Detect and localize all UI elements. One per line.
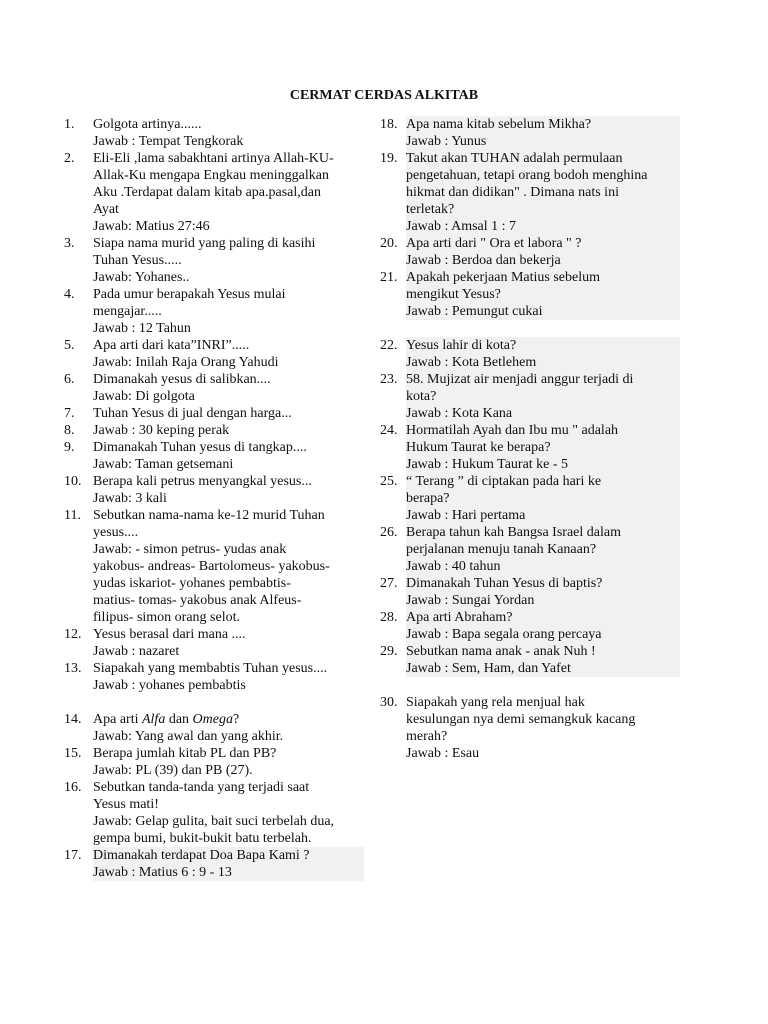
question-item xyxy=(64,626,364,660)
question-number: 2. xyxy=(64,151,75,166)
question-item xyxy=(380,269,680,320)
question-line: Berapa jumlah kitab PL dan PB? xyxy=(93,746,277,761)
question-line: matius- tomas- yakobus anak Alfeus- xyxy=(93,593,302,608)
question-line: Siapakah yang rela menjual hak xyxy=(406,695,585,710)
question-item xyxy=(380,473,680,524)
spacer xyxy=(64,694,364,711)
question-line: terletak? xyxy=(406,201,680,218)
answer-line: Jawab : Amsal 1 : 7 xyxy=(406,218,680,235)
question-item xyxy=(64,337,364,371)
answer-line: Jawab: PL (39) dan PB (27). xyxy=(93,763,253,778)
answer-line: Jawab: Yohanes.. xyxy=(93,270,190,285)
answer-line: Jawab: Di golgota xyxy=(93,389,195,404)
question-line: Apa nama kitab sebelum Mikha? xyxy=(406,116,680,133)
question-body xyxy=(93,626,364,660)
answer-line: Jawab : Matius 6 : 9 - 13 xyxy=(93,864,364,881)
question-number: 13. xyxy=(64,661,82,676)
question-line: Sebutkan nama-nama ke-12 murid Tuhan xyxy=(93,508,325,523)
question-body xyxy=(93,116,364,150)
question-item xyxy=(64,660,364,694)
question-line: 58. Mujizat air menjadi anggur terjadi di xyxy=(406,371,680,388)
question-body xyxy=(406,235,680,269)
answer-line: Jawab : Hari pertama xyxy=(406,507,680,524)
question-line: Sebutkan tanda-tanda yang terjadi saat xyxy=(93,780,310,795)
right-column xyxy=(380,116,680,762)
answer-line: Jawab : Berdoa dan bekerja xyxy=(406,252,680,269)
answer-line: Jawab : nazaret xyxy=(93,644,180,659)
question-item xyxy=(64,422,364,439)
question-line: mengajar..... xyxy=(93,304,162,319)
question-number: 16. xyxy=(64,780,82,795)
answer-line: Jawab : 12 Tahun xyxy=(93,321,191,336)
question-line: Eli-Eli ,lama sabakhtani artinya Allah-KU- xyxy=(93,151,334,166)
question-item xyxy=(64,235,364,286)
question-line: Allak-Ku mengapa Engkau meninggalkan xyxy=(93,168,329,183)
question-number: 12. xyxy=(64,627,82,642)
question-line: Yesus lahir di kota? xyxy=(406,337,680,354)
question-number: 5. xyxy=(64,338,75,353)
question-number: 22. xyxy=(380,338,398,353)
question-body xyxy=(93,337,364,371)
question-body xyxy=(406,269,680,320)
question-item xyxy=(64,779,364,847)
question-line: Berapa kali petrus menyangkal yesus... xyxy=(93,474,312,489)
question-item xyxy=(380,643,680,677)
answer-line: Jawab: Inilah Raja Orang Yahudi xyxy=(93,355,279,370)
question-item xyxy=(380,150,680,235)
question-item xyxy=(64,286,364,337)
question-body xyxy=(93,507,364,626)
left-column xyxy=(64,116,364,881)
answer-line: Jawab: Matius 27:46 xyxy=(93,219,210,234)
question-number: 7. xyxy=(64,406,75,421)
question-body xyxy=(93,779,364,847)
question-line: Tuhan Yesus..... xyxy=(93,253,182,268)
question-body xyxy=(93,422,364,439)
question-line: Aku .Terdapat dalam kitab apa.pasal,dan xyxy=(93,185,321,200)
answer-line: Jawab : Kota Betlehem xyxy=(406,354,680,371)
question-item xyxy=(380,524,680,575)
question-body xyxy=(406,609,680,643)
question-body xyxy=(93,847,364,881)
question-line: Apakah pekerjaan Matius sebelum xyxy=(406,269,680,286)
question-body xyxy=(93,660,364,694)
question-number: 8. xyxy=(64,423,75,438)
question-line: Golgota artinya...... xyxy=(93,117,202,132)
question-line: Takut akan TUHAN adalah permulaan xyxy=(406,150,680,167)
question-body xyxy=(93,286,364,337)
question-item xyxy=(380,422,680,473)
question-number: 20. xyxy=(380,236,398,251)
answer-line: Jawab : Sem, Ham, dan Yafet xyxy=(406,660,680,677)
question-body xyxy=(406,473,680,524)
answer-line: Jawab : 40 tahun xyxy=(406,558,680,575)
question-number: 29. xyxy=(380,644,398,659)
question-number: 27. xyxy=(380,576,398,591)
question-number: 18. xyxy=(380,117,398,132)
question-line: Hormatilah Ayah dan Ibu mu " adalah xyxy=(406,422,680,439)
question-body xyxy=(406,150,680,235)
question-item xyxy=(64,711,364,745)
question-line: filipus- simon orang selot. xyxy=(93,610,240,625)
question-line: yesus.... xyxy=(93,525,139,540)
question-line: Apa arti dari " Ora et labora " ? xyxy=(406,235,680,252)
question-line: Pada umur berapakah Yesus mulai xyxy=(93,287,286,302)
question-body xyxy=(93,405,364,422)
answer-line: Jawab : Yunus xyxy=(406,133,680,150)
question-line: hikmat dan didikan" . Dimana nats ini xyxy=(406,184,680,201)
answer-line: Jawab : Esau xyxy=(406,746,480,761)
question-line: Yesus berasal dari mana .... xyxy=(93,627,246,642)
question-line: Berapa tahun kah Bangsa Israel dalam xyxy=(406,524,680,541)
answer-line: Jawab: Gelap gulita, bait suci terbelah dua, xyxy=(93,814,335,829)
question-line: Dimanakah Tuhan yesus di tangkap.... xyxy=(93,440,307,455)
question-body xyxy=(406,524,680,575)
question-number: 15. xyxy=(64,746,82,761)
question-number: 23. xyxy=(380,372,398,387)
question-item xyxy=(64,507,364,626)
question-number: 4. xyxy=(64,287,75,302)
question-line: Apa arti dari kata”INRI”..... xyxy=(93,338,250,353)
question-body xyxy=(93,439,364,473)
question-line: gempa bumi, bukit-bukit batu terbelah. xyxy=(93,831,312,846)
answer-line: Jawab: 3 kali xyxy=(93,491,167,506)
question-body xyxy=(93,235,364,286)
question-line: Ayat xyxy=(93,202,119,217)
question-item xyxy=(64,371,364,405)
question-line: Siapa nama murid yang paling di kasihi xyxy=(93,236,316,251)
answer-line: Jawab: - simon petrus- yudas anak xyxy=(93,542,287,557)
question-item xyxy=(64,116,364,150)
question-item xyxy=(64,745,364,779)
question-item xyxy=(380,235,680,269)
question-body xyxy=(93,711,364,745)
question-item xyxy=(380,609,680,643)
question-line: Tuhan Yesus di jual dengan harga... xyxy=(93,406,292,421)
question-line: Apa arti Alfa dan Omega? xyxy=(93,712,240,727)
question-body xyxy=(93,745,364,779)
question-item xyxy=(380,337,680,371)
question-line: Siapakah yang membabtis Tuhan yesus.... xyxy=(93,661,328,676)
question-number: 6. xyxy=(64,372,75,387)
question-item xyxy=(64,150,364,235)
answer-line: Jawab : Tempat Tengkorak xyxy=(93,134,244,149)
question-line: Yesus mati! xyxy=(93,797,159,812)
question-item xyxy=(380,694,680,762)
question-number: 25. xyxy=(380,474,398,489)
question-body xyxy=(406,422,680,473)
question-line: mengikut Yesus? xyxy=(406,286,680,303)
question-number: 14. xyxy=(64,712,82,727)
page-title: CERMAT CERDAS ALKITAB xyxy=(289,88,479,103)
question-item xyxy=(380,575,680,609)
question-body xyxy=(406,575,680,609)
question-item xyxy=(64,439,364,473)
question-item xyxy=(64,847,364,881)
answer-line: Jawab: Yang awal dan yang akhir. xyxy=(93,729,284,744)
answer-line: Jawab : 30 keping perak xyxy=(93,423,230,438)
question-number: 26. xyxy=(380,525,398,540)
question-number: 28. xyxy=(380,610,398,625)
question-body xyxy=(406,116,680,150)
spacer xyxy=(380,677,680,694)
question-line: merah? xyxy=(406,729,448,744)
question-number: 9. xyxy=(64,440,75,455)
question-number: 19. xyxy=(380,151,398,166)
answer-line: Jawab : Hukum Taurat ke - 5 xyxy=(406,456,680,473)
question-number: 11. xyxy=(64,508,81,523)
question-line: perjalanan menuju tanah Kanaan? xyxy=(406,541,680,558)
answer-line: Jawab : Pemungut cukai xyxy=(406,303,680,320)
question-line: kesulungan nya demi semangkuk kacang xyxy=(406,712,636,727)
answer-line: Jawab : Sungai Yordan xyxy=(406,592,680,609)
question-number: 1. xyxy=(64,117,75,132)
question-body xyxy=(93,473,364,507)
question-number: 24. xyxy=(380,423,398,438)
question-number: 30. xyxy=(380,695,398,710)
question-item xyxy=(64,405,364,422)
question-number: 3. xyxy=(64,236,75,251)
answer-line: Jawab: Taman getsemani xyxy=(93,457,234,472)
question-number: 21. xyxy=(380,270,398,285)
question-item xyxy=(64,473,364,507)
question-body xyxy=(406,371,680,422)
question-line: Hukum Taurat ke berapa? xyxy=(406,439,680,456)
question-body xyxy=(93,371,364,405)
question-line: Dimanakah Tuhan Yesus di baptis? xyxy=(406,575,680,592)
question-item xyxy=(380,371,680,422)
question-body xyxy=(93,150,364,235)
question-body xyxy=(406,643,680,677)
question-item xyxy=(380,116,680,150)
question-line: kota? xyxy=(406,388,680,405)
question-line: berapa? xyxy=(406,490,680,507)
question-number: 17. xyxy=(64,848,82,863)
answer-line: Jawab : Bapa segala orang percaya xyxy=(406,626,680,643)
question-line: Dimanakah terdapat Doa Bapa Kami ? xyxy=(93,847,364,864)
answer-line: Jawab : Kota Kana xyxy=(406,405,680,422)
question-body xyxy=(406,694,680,762)
spacer xyxy=(380,320,680,337)
question-body xyxy=(406,337,680,371)
question-line: Apa arti Abraham? xyxy=(406,609,680,626)
question-line: “ Terang ” di ciptakan pada hari ke xyxy=(406,473,680,490)
question-line: Dimanakah yesus di salibkan.... xyxy=(93,372,271,387)
question-number: 10. xyxy=(64,474,82,489)
question-line: yakobus- andreas- Bartolomeus- yakobus- xyxy=(93,559,330,574)
question-line: pengetahuan, tetapi orang bodoh menghina xyxy=(406,167,680,184)
answer-line: Jawab : yohanes pembabtis xyxy=(93,678,246,693)
question-line: yudas iskariot- yohanes pembabtis- xyxy=(93,576,291,591)
question-line: Sebutkan nama anak - anak Nuh ! xyxy=(406,643,680,660)
